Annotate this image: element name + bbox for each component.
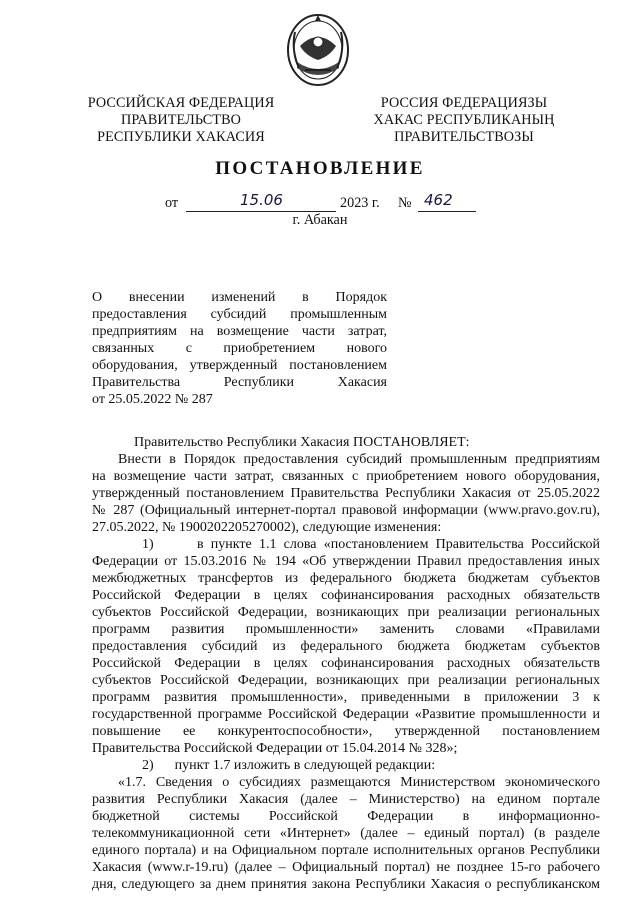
header-left-line: ПРАВИТЕЛЬСТВО — [121, 112, 241, 128]
subject-line: предприятиям на возмещение части затрат, — [92, 324, 387, 339]
subject-line: предоставления субсидий промышленным — [92, 307, 387, 322]
subject-line: оборудования, утвержденный постановлением — [92, 358, 387, 373]
header-left-line: РЕСПУБЛИКИ ХАКАСИЯ — [97, 129, 265, 145]
quote-line: Хакасия (www.r-19.ru) (далее – Официальный портал) не позднее 15-го рабочего — [92, 860, 600, 875]
quote-line: дня, следующего за днем принятия закона Республики Хакасия о республиканском — [92, 877, 600, 892]
document-body — [92, 434, 600, 893]
item1-line: Российской Федерации в целях софинансирования расходных обязательств — [92, 588, 600, 603]
date-year: 2023 г. — [340, 195, 380, 211]
coat-of-arms-emblem — [285, 12, 351, 88]
quote-line: «1.7. Сведения о субсидиях размещаются Министерством экономического — [118, 775, 600, 790]
header-left — [86, 95, 276, 146]
intro-line: 27.05.2022, № 1900202205270002), следующие изменения: — [92, 520, 442, 535]
header-right-line: РОССИЯ ФЕДЕРАЦИЯЗЫ — [380, 95, 548, 111]
intro-line: № 287 (Официальный интернет-портал правовой информации (www.pravo.gov.ru), — [92, 503, 600, 518]
header-right — [368, 95, 560, 146]
item1-line: субъектов Российской Федерации, возникающих при реализации региональных — [92, 605, 600, 620]
subject-line: О внесении изменений в Порядок — [92, 290, 387, 305]
header-left-line: РОССИЙСКАЯ ФЕДЕРАЦИЯ — [87, 95, 275, 111]
date-prefix: от — [165, 195, 179, 211]
intro-line: на возмещение части затрат, связанных с приобретением нового оборудования, — [92, 469, 600, 484]
quote-line: бюджетной системы Российской Федерации в информационно- — [92, 809, 600, 824]
item2-line: 2) пункт 1.7 изложить в следующей редакции: — [142, 758, 436, 773]
item1-line: предоставления субсидий из федерального бюджета бюджетам субъектов — [92, 639, 600, 654]
number-label: № — [398, 195, 412, 211]
quote-line: развития Республики Хакасия (далее – Министерство) на едином портале — [92, 792, 600, 807]
document-subject — [92, 289, 387, 408]
item1-line: программ развития промышленности», приведенными в приложении 3 к — [92, 690, 600, 705]
handwritten-number: 462 — [424, 191, 453, 209]
header-right-line: ПРАВИТЕЛЬСТВОЗЫ — [394, 129, 534, 145]
intro-line: Внести в Порядок предоставления субсидий промышленным предприятиям — [118, 452, 600, 467]
item1-line: межбюджетных трансфертов из федерального бюджета бюджетам субъектов — [92, 571, 600, 586]
city-name: г. Абакан — [292, 212, 348, 228]
item1-line: программ развития промышленности» заменить словами «Правилами — [92, 622, 600, 637]
item1-line: Правительства Российской Федерации от 15.04.2014 № 328»; — [92, 741, 458, 756]
item1-line: 1) в пункте 1.1 слова «постановлением Правительства Российской — [142, 537, 600, 552]
quote-line: единого портала) и на Официальном портале исполнительных органов Республики — [92, 843, 600, 858]
handwritten-date: 15.06 — [240, 191, 283, 209]
header-right-line: ХАКАС РЕСПУБЛИКАНЫҢ — [373, 112, 555, 128]
item1-line: государственной программе Российской Федерации «Развитие промышленности и — [92, 707, 600, 722]
item1-line: повышение ее конкурентоспособности», утвержденной постановлением — [92, 724, 600, 739]
quote-line: телекоммуникационной сети «Интернет» (далее – единый портал) (в разделе — [92, 826, 600, 841]
preamble: Правительство Республики Хакасия ПОСТАНОВЛЯЕТ: — [134, 435, 470, 450]
subject-line: связанных с приобретением нового — [92, 341, 387, 356]
item1-line: субъектов Российской Федерации, возникающих при реализации региональных — [92, 673, 600, 688]
item1-line: Российской Федерации в целях софинансирования расходных обязательств — [92, 656, 600, 671]
intro-line: утвержденный постановлением Правительства Республики Хакасия от 25.05.2022 — [92, 486, 600, 501]
subject-line: Правительства Республики Хакасия — [92, 375, 387, 390]
subject-line: от 25.05.2022 № 287 — [92, 392, 213, 407]
item1-line: Федерации от 15.03.2016 № 194 «Об утверждении Правил предоставления иных — [92, 554, 600, 569]
document-title: ПОСТАНОВЛЕНИЕ — [215, 158, 425, 179]
